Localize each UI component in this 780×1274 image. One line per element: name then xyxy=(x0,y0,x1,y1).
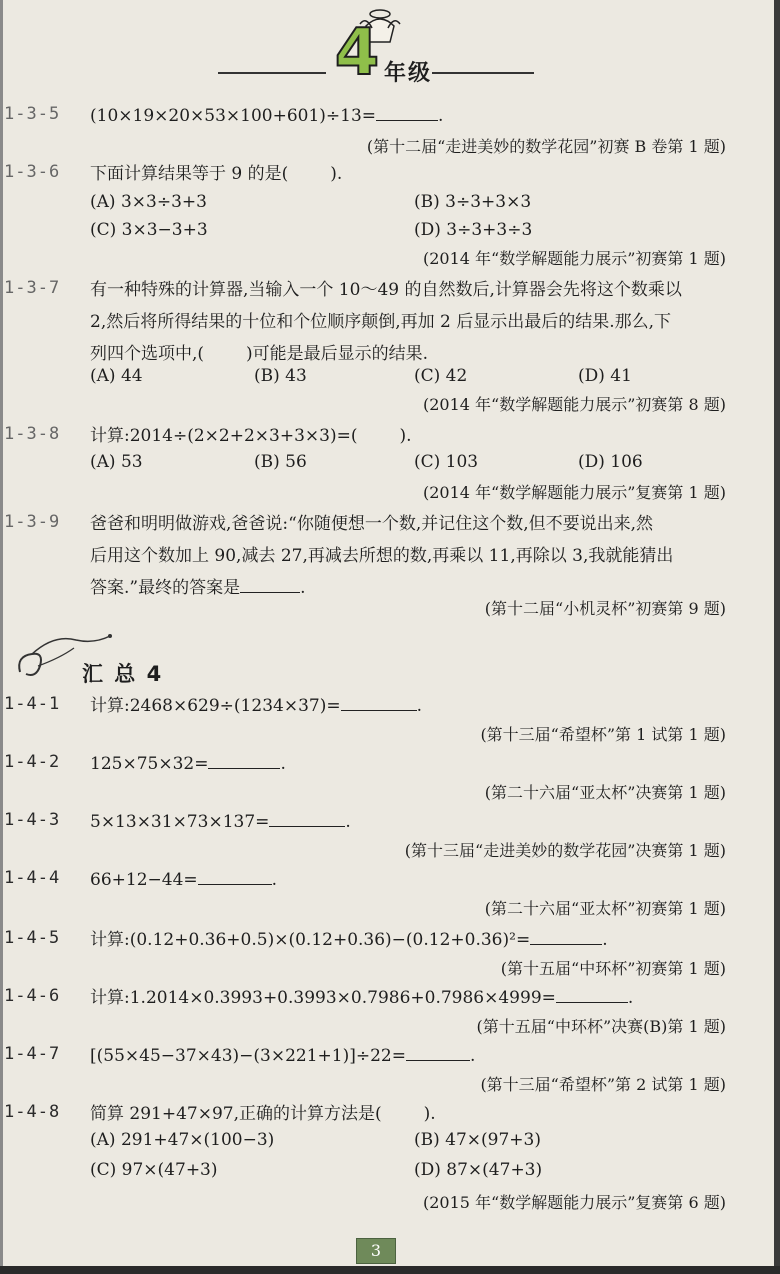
problem-number: 1-3-9 xyxy=(4,512,61,532)
option-c: (C) 42 xyxy=(414,366,468,386)
problem-source: (第十二届“小机灵杯”初赛第 9 题) xyxy=(484,599,726,618)
grade-label: 年级 xyxy=(384,61,433,86)
page-left-shadow xyxy=(0,0,3,1274)
problem-line: 简算 291+47×97,正确的计算方法是( xyxy=(90,1104,382,1124)
problem-text xyxy=(90,100,750,132)
answer-blank xyxy=(240,574,300,593)
problem-line: 计算:2014÷(2×2+2×3+3×3)=( xyxy=(90,426,358,446)
problem-text xyxy=(90,158,750,190)
answer-blank xyxy=(406,1042,470,1061)
trail-period: . xyxy=(280,754,286,774)
option-a: (A) 53 xyxy=(90,452,143,472)
option-c: (C) 103 xyxy=(414,452,479,472)
option-d: (D) 87×(47+3) xyxy=(414,1160,543,1180)
problem-text xyxy=(90,864,750,896)
page-number: 3 xyxy=(356,1238,396,1264)
problem-line-end: ). xyxy=(423,1104,436,1124)
problem-source: (2014 年“数学解题能力展示”初赛第 1 题) xyxy=(422,249,726,268)
page-bottom-edge xyxy=(0,1266,780,1274)
header-rule-left xyxy=(218,72,326,74)
problem-source: (第十五届“中环杯”初赛第 1 题) xyxy=(500,959,726,978)
problem-text xyxy=(90,420,750,452)
option-b: (B) 43 xyxy=(254,366,307,386)
option-a: (A) 44 xyxy=(90,366,143,386)
answer-blank xyxy=(208,750,280,769)
problem-number: 1-4-1 xyxy=(4,694,61,714)
answer-blank xyxy=(376,102,438,121)
page-header xyxy=(0,0,780,100)
problem-line: 列四个选项中,( xyxy=(90,344,205,364)
problem-line: 计算:(0.12+0.36+0.5)×(0.12+0.36)−(0.12+0.36)²= xyxy=(90,930,531,950)
problem-line: [(55×45−37×43)−(3×221+1)]÷22= xyxy=(90,1046,406,1066)
problem-text xyxy=(90,1098,750,1130)
problem-number: 1-4-7 xyxy=(4,1044,61,1064)
option-c: (C) 97×(47+3) xyxy=(90,1160,218,1180)
problem-number: 1-3-5 xyxy=(4,104,61,124)
page-right-edge xyxy=(774,0,780,1274)
problem-line: 有一种特殊的计算器,当输入一个 10～49 的自然数后,计算器会先将这个数乘以 xyxy=(90,280,682,300)
answer-blank xyxy=(198,866,272,885)
answer-blank xyxy=(530,926,602,945)
grade-number: 4 xyxy=(334,16,380,90)
option-d: (D) 41 xyxy=(578,366,632,386)
trail-period: . xyxy=(438,106,444,126)
problem-line: (10×19×20×53×100+601)÷13= xyxy=(90,106,377,126)
problem-number: 1-3-8 xyxy=(4,424,61,444)
problem-number: 1-4-2 xyxy=(4,752,61,772)
problem-line-end: ). xyxy=(330,164,343,184)
problem-source: (第十五届“中环杯”决赛(B)第 1 题) xyxy=(476,1017,726,1036)
problem-source: (2014 年“数学解题能力展示”复赛第 1 题) xyxy=(422,483,726,502)
problem-line: 计算:2468×629÷(1234×37)= xyxy=(90,696,341,716)
option-b: (B) 56 xyxy=(254,452,307,472)
problem-text xyxy=(90,1040,750,1072)
option-c: (C) 3×3−3+3 xyxy=(90,220,208,240)
header-rule-right xyxy=(432,72,534,74)
problem-number: 1-4-6 xyxy=(4,986,61,1006)
problem-number: 1-4-3 xyxy=(4,810,61,830)
problem-number: 1-3-7 xyxy=(4,278,61,298)
section-title: 汇 总 4 xyxy=(82,662,164,686)
problem-line: 爸爸和明明做游戏,爸爸说:“你随便想一个数,并记住这个数,但不要说出来,然 xyxy=(90,514,654,534)
problem-number: 1-4-5 xyxy=(4,928,61,948)
problem-line-end: ). xyxy=(399,426,412,446)
problem-source: (第十三届“走进美妙的数学花园”决赛第 1 题) xyxy=(404,841,726,860)
problem-source: (第二十六届“亚太杯”初赛第 1 题) xyxy=(484,899,726,918)
problem-line: 后用这个数加上 90,减去 27,再减去所想的数,再乘以 11,再除以 3,我就能猜出 xyxy=(90,546,674,566)
trail-period: . xyxy=(602,930,608,950)
problem-text xyxy=(90,982,750,1014)
problem-line: 2,然后将所得结果的十位和个位顺序颠倒,再加 2 后显示出最后的结果.那么,下 xyxy=(90,312,672,332)
problem-source: (第十三届“希望杯”第 2 试第 1 题) xyxy=(480,1075,726,1094)
answer-blank xyxy=(341,692,417,711)
option-d: (D) 3÷3+3÷3 xyxy=(414,220,533,240)
trail-period: . xyxy=(627,988,634,1008)
problem-line: 下面计算结果等于 9 的是( xyxy=(90,164,289,184)
option-b: (B) 47×(97+3) xyxy=(414,1130,541,1150)
option-a: (A) 291+47×(100−3) xyxy=(90,1130,275,1150)
answer-blank xyxy=(269,808,345,827)
problem-number: 1-3-6 xyxy=(4,162,61,182)
trail-period: . xyxy=(300,578,306,598)
problem-source: (第二十六届“亚太杯”决赛第 1 题) xyxy=(484,783,726,802)
problem-line: 125×75×32= xyxy=(90,754,209,774)
problem-source: (第十三届“希望杯”第 1 试第 1 题) xyxy=(480,725,726,744)
problem-text xyxy=(90,924,750,956)
problem-text xyxy=(90,690,750,722)
section-header xyxy=(14,628,254,688)
trail-period: . xyxy=(271,870,278,890)
trail-period: . xyxy=(470,1046,476,1066)
problem-line: 答案.”最终的答案是 xyxy=(90,578,241,598)
problem-text xyxy=(90,274,750,370)
problem-source: (2014 年“数学解题能力展示”初赛第 8 题) xyxy=(422,395,726,414)
problem-line-end: )可能是最后显示的结果. xyxy=(246,344,429,364)
option-d: (D) 106 xyxy=(578,452,643,472)
problem-text xyxy=(90,806,750,838)
problem-line: 计算:1.2014×0.3993+0.3993×0.7986+0.7986×4999= xyxy=(90,988,556,1008)
option-b: (B) 3÷3+3×3 xyxy=(414,192,532,212)
problem-text xyxy=(90,748,750,780)
problem-line: 66+12−44= xyxy=(90,870,198,890)
problem-number: 1-4-4 xyxy=(4,868,61,888)
trail-period: . xyxy=(416,696,422,716)
problem-line: 5×13×31×73×137= xyxy=(90,812,270,832)
problem-text xyxy=(90,508,750,604)
problem-source: (2015 年“数学解题能力展示”复赛第 6 题) xyxy=(422,1193,726,1212)
trail-period: . xyxy=(345,812,351,832)
problem-number: 1-4-8 xyxy=(4,1102,61,1122)
problem-source: (第十二届“走进美妙的数学花园”初赛 B 卷第 1 题) xyxy=(366,137,726,156)
option-a: (A) 3×3÷3+3 xyxy=(90,192,207,212)
answer-blank xyxy=(556,984,628,1003)
